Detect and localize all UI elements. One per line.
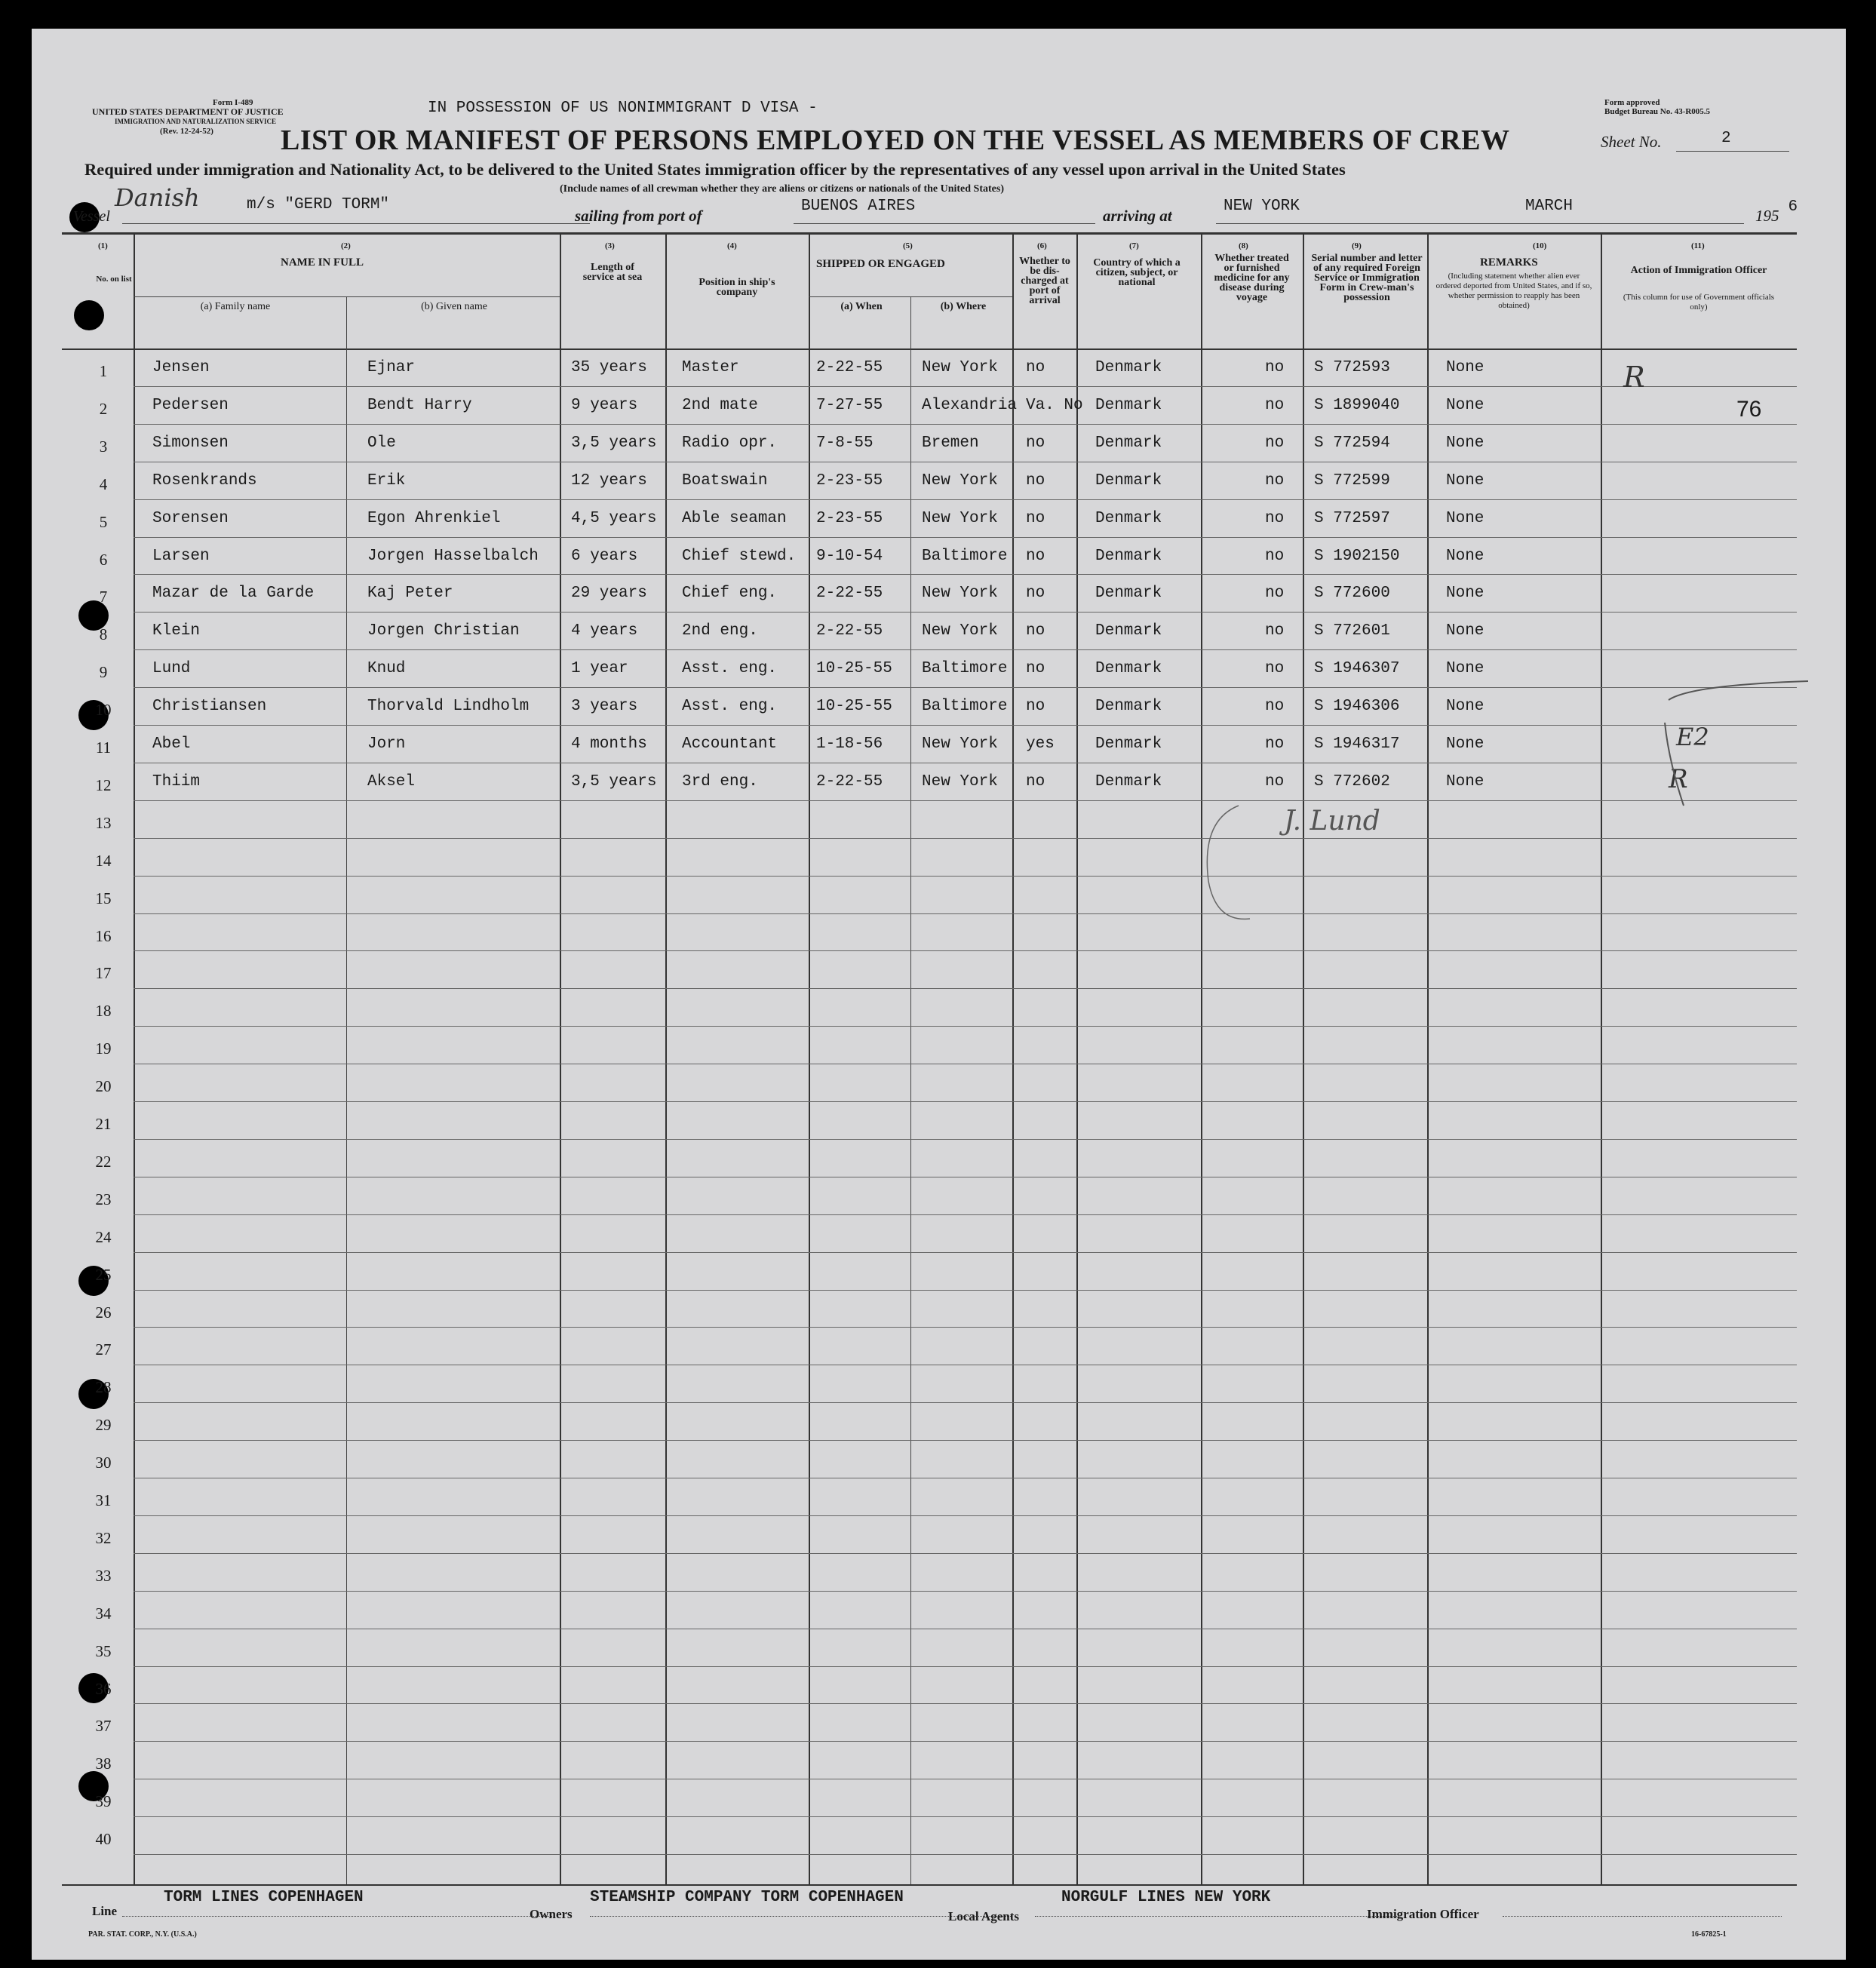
row-rule: [134, 1214, 1797, 1215]
officer-curve-marks: [1661, 677, 1812, 813]
row-rule: [134, 1854, 1797, 1855]
crew-discharged: no: [1026, 698, 1045, 716]
row-rule: [134, 1440, 1797, 1441]
col6-num: (6): [1037, 241, 1047, 250]
row-rule: [134, 1553, 1797, 1554]
crew-remarks: None: [1446, 622, 1485, 640]
crew-treated: no: [1265, 396, 1285, 414]
sheet-number: 2: [1721, 130, 1731, 147]
subtitle: Required under immigration and Nationality Act, to be delivered to the United States immigration officer by the representatives of any vessel upon arrival in the United States: [84, 160, 1346, 179]
row-number: 1: [99, 362, 108, 380]
row-rule: [134, 1591, 1797, 1592]
crew-given: Bendt Harry: [367, 396, 472, 414]
col4-header: Position in ship's company: [699, 277, 775, 298]
row-number: 19: [95, 1039, 112, 1058]
crew-service: 9 years: [571, 396, 638, 414]
crew-position: Able seaman: [682, 509, 787, 527]
crew-family: Sorensen: [152, 509, 229, 527]
crew-service: 4,5 years: [571, 509, 657, 527]
row-rule: [134, 988, 1797, 989]
crew-service: 4 months: [571, 735, 647, 753]
crew-service: 35 years: [571, 359, 647, 376]
row-number: 6: [99, 550, 108, 569]
footer-owners-label: Owners: [530, 1907, 573, 1921]
crew-serial: S 772594: [1314, 434, 1390, 452]
form-id: Form I-489: [213, 98, 253, 107]
crew-where: Baltimore: [922, 660, 1008, 678]
arrival-month: MARCH: [1525, 198, 1574, 215]
row-rule: [134, 499, 1797, 500]
signature: J. Lund: [1284, 806, 1380, 837]
crew-family: Christiansen: [152, 698, 267, 716]
row-rule: [134, 1290, 1797, 1291]
crew-discharged: no: [1026, 622, 1045, 640]
crew-where: Baltimore: [922, 547, 1008, 565]
sheet-label: Sheet No.: [1601, 133, 1662, 151]
row-rule: [134, 612, 1797, 613]
crew-remarks: None: [1446, 698, 1485, 716]
crew-position: 2nd mate: [682, 396, 758, 414]
crew-discharged: no: [1026, 359, 1045, 376]
row-number: 7: [99, 588, 108, 606]
crew-when: 9-10-54: [816, 547, 883, 565]
row-number: 12: [95, 775, 112, 794]
row-rule: [134, 1402, 1797, 1403]
crew-treated: no: [1265, 359, 1285, 376]
crew-when: 2-22-55: [816, 359, 883, 376]
crew-given: Ejnar: [367, 359, 416, 376]
crew-when: 1-18-56: [816, 735, 883, 753]
row-number: 21: [95, 1115, 112, 1133]
col3-header: Length of service at sea: [582, 262, 643, 283]
row-rule: [134, 725, 1797, 726]
crew-when: 2-22-55: [816, 772, 883, 791]
col2a-header: (a) Family name: [200, 301, 271, 312]
col11-note: (This column for use of Government officials only): [1623, 293, 1775, 312]
crew-serial: S 1946317: [1314, 735, 1400, 753]
crew-when: 2-23-55: [816, 509, 883, 527]
crew-discharged: yes: [1026, 735, 1055, 753]
row-number: 32: [95, 1528, 112, 1547]
punch-hole: [74, 300, 104, 330]
crew-discharged: no: [1026, 547, 1045, 565]
row-number: 37: [95, 1717, 112, 1736]
crew-country: Denmark: [1095, 547, 1162, 565]
row-number: 25: [95, 1265, 112, 1284]
crew-serial: S 772600: [1314, 585, 1390, 603]
col7-header: Country of which a citizen, subject, or national: [1093, 257, 1181, 288]
row-rule: [134, 1741, 1797, 1742]
col11-header: Action of Immigration Officer: [1630, 265, 1767, 276]
crew-service: 1 year: [571, 660, 628, 678]
crew-position: Accountant: [682, 735, 778, 753]
crew-given: Jorgen Hasselbalch: [367, 547, 539, 565]
crew-treated: no: [1265, 547, 1285, 565]
row-number: 26: [95, 1303, 112, 1322]
dept-line: UNITED STATES DEPARTMENT OF JUSTICE: [92, 106, 284, 117]
printer-mark: PAR. STAT. CORP., N.Y. (U.S.A.): [88, 1930, 197, 1939]
officer-mark: R: [1623, 361, 1645, 394]
vessel-nationality: Danish: [115, 183, 200, 212]
crew-discharged: no: [1026, 471, 1045, 490]
crew-discharged: no: [1026, 434, 1045, 452]
crew-service: 29 years: [571, 585, 647, 603]
crew-where: New York: [922, 509, 998, 527]
row-number: 11: [95, 738, 112, 757]
form-code: 16-67825-1: [1691, 1930, 1727, 1939]
row-rule: [134, 649, 1797, 650]
crew-country: Denmark: [1095, 471, 1162, 490]
crew-serial: S 1946307: [1314, 660, 1400, 678]
col10-note: (Including statement whether alien ever ordered deported from United States, and if so, whether permission to reapply has been obtained): [1435, 272, 1592, 310]
row-number: 15: [95, 889, 112, 907]
row-rule: [134, 1327, 1797, 1328]
crew-treated: no: [1265, 585, 1285, 603]
crew-where: New York: [922, 471, 998, 490]
col5-header: SHIPPED OR ENGAGED: [816, 258, 945, 270]
crew-family: Mazar de la Garde: [152, 585, 315, 603]
row-number: 36: [95, 1679, 112, 1698]
crew-country: Denmark: [1095, 434, 1162, 452]
row-rule: [134, 1139, 1797, 1140]
row-rule: [134, 950, 1797, 951]
crew-discharged: no: [1026, 660, 1045, 678]
crew-treated: no: [1265, 698, 1285, 716]
crew-discharged: Va. No: [1026, 396, 1083, 414]
row-rule: [134, 876, 1797, 877]
arriving-label: arriving at: [1103, 207, 1172, 225]
row-rule: [134, 386, 1797, 387]
crew-remarks: None: [1446, 471, 1485, 490]
officer-mark: E2: [1676, 723, 1709, 751]
crew-serial: S 1899040: [1314, 396, 1400, 414]
crew-country: Denmark: [1095, 772, 1162, 791]
page-title: LIST OR MANIFEST OF PERSONS EMPLOYED ON THE VESSEL AS MEMBERS OF CREW: [281, 124, 1510, 156]
col5-num: (5): [903, 241, 913, 250]
col4-num: (4): [727, 241, 737, 250]
crew-remarks: None: [1446, 772, 1485, 791]
crew-family: Lund: [152, 660, 191, 678]
crew-where: Baltimore: [922, 698, 1008, 716]
crew-remarks: None: [1446, 509, 1485, 527]
crew-country: Denmark: [1095, 622, 1162, 640]
row-rule: [134, 1703, 1797, 1704]
col11-num: (11): [1691, 241, 1705, 250]
include-note: (Include names of all crewman whether they are aliens or citizens or nationals of the United States): [560, 183, 1004, 195]
crew-country: Denmark: [1095, 396, 1162, 414]
crew-where: Bremen: [922, 434, 979, 452]
footer-owners-value: STEAMSHIP COMPANY TORM COPENHAGEN: [590, 1889, 904, 1906]
crew-treated: no: [1265, 660, 1285, 678]
row-rule: [134, 574, 1797, 575]
row-rule: [134, 1026, 1797, 1027]
row-number: 34: [95, 1604, 112, 1623]
count-annotation: 76: [1736, 397, 1762, 422]
crew-when: 10-25-55: [816, 660, 892, 678]
row-rule: [134, 687, 1797, 688]
crew-family: Abel: [152, 735, 191, 753]
crew-remarks: None: [1446, 585, 1485, 603]
row-rule: [134, 838, 1797, 839]
crew-service: 3,5 years: [571, 434, 657, 452]
crew-where: New York: [922, 772, 998, 791]
crew-where: Alexandria: [922, 396, 1018, 414]
row-number: 16: [95, 926, 112, 945]
crew-country: Denmark: [1095, 509, 1162, 527]
row-rule: [134, 1101, 1797, 1102]
crew-serial: S 1902150: [1314, 547, 1400, 565]
crew-given: Kaj Peter: [367, 585, 453, 603]
crew-position: Asst. eng.: [682, 660, 778, 678]
footer-agents-label: Local Agents: [948, 1909, 1019, 1923]
year-prefix: 195: [1755, 207, 1779, 225]
col3-num: (3): [605, 241, 615, 250]
col1-header: No. on list: [96, 275, 132, 284]
col5b-header: (b) Where: [940, 301, 987, 312]
row-rule: [134, 1816, 1797, 1817]
sailing-label: sailing from port of: [575, 207, 702, 225]
crew-where: New York: [922, 735, 998, 753]
year-suffix: 6: [1788, 198, 1798, 216]
row-number: 13: [95, 813, 112, 832]
crew-country: Denmark: [1095, 359, 1162, 376]
row-number: 8: [99, 625, 108, 644]
crew-remarks: None: [1446, 547, 1485, 565]
row-number: 20: [95, 1077, 112, 1096]
crew-given: Thorvald Lindholm: [367, 698, 530, 716]
row-number: 38: [95, 1755, 112, 1773]
crew-family: Thiim: [152, 772, 201, 791]
crew-treated: no: [1265, 509, 1285, 527]
col2-header: NAME IN FULL: [281, 256, 364, 269]
crew-given: Egon Ahrenkiel: [367, 509, 501, 527]
row-number: 18: [95, 1002, 112, 1021]
crew-country: Denmark: [1095, 585, 1162, 603]
row-number: 5: [99, 512, 108, 531]
crew-when: 10-25-55: [816, 698, 892, 716]
crew-treated: no: [1265, 735, 1285, 753]
crew-serial: S 1946306: [1314, 698, 1400, 716]
col7-num: (7): [1129, 241, 1139, 250]
crew-family: Simonsen: [152, 434, 229, 452]
col10-header: REMARKS: [1480, 256, 1538, 269]
row-number: 3: [99, 437, 108, 456]
arrival-year: [1755, 198, 1798, 226]
col8-header: Whether treated or furnished medicine for any disease during voyage: [1214, 253, 1290, 303]
crew-serial: S 772597: [1314, 509, 1390, 527]
row-number: 10: [95, 701, 112, 720]
row-number: 23: [95, 1190, 112, 1208]
row-number: 35: [95, 1641, 112, 1660]
crew-position: 3rd eng.: [682, 772, 758, 791]
crew-position: Chief eng.: [682, 585, 778, 603]
crew-given: Knud: [367, 660, 406, 678]
row-number: 9: [99, 663, 108, 682]
row-rule: [134, 537, 1797, 538]
crew-remarks: None: [1446, 434, 1485, 452]
crew-position: 2nd eng.: [682, 622, 758, 640]
vessel-label: Vessel: [73, 208, 110, 225]
crew-position: Asst. eng.: [682, 698, 778, 716]
crew-position: Chief stewd.: [682, 547, 797, 565]
col2-num: (2): [341, 241, 351, 250]
dept-line: IMMIGRATION AND NATURALIZATION SERVICE: [115, 118, 276, 125]
crew-discharged: no: [1026, 772, 1045, 791]
crew-given: Erik: [367, 471, 406, 490]
port-from: BUENOS AIRES: [801, 198, 916, 215]
row-rule: [134, 1515, 1797, 1516]
col2b-header: (b) Given name: [421, 301, 487, 312]
row-rule: [134, 800, 1797, 801]
form-rev: (Rev. 12-24-52): [160, 127, 213, 136]
officer-mark: R: [1669, 764, 1688, 794]
crew-treated: no: [1265, 434, 1285, 452]
crew-where: New York: [922, 585, 998, 603]
port-to: NEW YORK: [1224, 198, 1300, 215]
crew-when: 2-22-55: [816, 622, 883, 640]
crew-treated: no: [1265, 622, 1285, 640]
col8-num: (8): [1239, 241, 1248, 250]
crew-discharged: no: [1026, 509, 1045, 527]
col5a-header: (a) When: [840, 301, 883, 312]
crew-family: Jensen: [152, 359, 210, 376]
row-number: 14: [95, 851, 112, 870]
row-number: 33: [95, 1566, 112, 1585]
crew-country: Denmark: [1095, 660, 1162, 678]
row-rule: [134, 1252, 1797, 1253]
col9-num: (9): [1352, 241, 1362, 250]
crew-family: Rosenkrands: [152, 471, 257, 490]
row-number: 29: [95, 1416, 112, 1435]
crew-service: 6 years: [571, 547, 638, 565]
crew-family: Larsen: [152, 547, 210, 565]
crew-serial: S 772602: [1314, 772, 1390, 791]
crew-given: Jorn: [367, 735, 406, 753]
col1-num: (1): [98, 241, 108, 250]
crew-service: 3,5 years: [571, 772, 657, 791]
row-number: 22: [95, 1152, 112, 1171]
footer-agents-value: NORGULF LINES NEW YORK: [1061, 1889, 1271, 1906]
crew-treated: no: [1265, 772, 1285, 791]
row-rule: [134, 424, 1797, 425]
crew-service: 4 years: [571, 622, 638, 640]
footer-officer-label: Immigration Officer: [1367, 1907, 1479, 1921]
row-rule: [134, 1666, 1797, 1667]
crew-where: New York: [922, 622, 998, 640]
col9-header: Serial number and letter of any required Foreign Service or Immigration Form in Crew-man's possession: [1311, 253, 1423, 303]
visa-note: IN POSSESSION OF US NONIMMIGRANT D VISA -: [428, 100, 818, 117]
footer-line-label: Line: [92, 1904, 118, 1918]
footer-line-value: TORM LINES COPENHAGEN: [164, 1889, 364, 1906]
crew-country: Denmark: [1095, 698, 1162, 716]
crew-remarks: None: [1446, 660, 1485, 678]
row-rule: [134, 913, 1797, 914]
crew-country: Denmark: [1095, 735, 1162, 753]
row-number: 17: [95, 964, 112, 983]
row-number: 27: [95, 1340, 112, 1359]
crew-remarks: None: [1446, 359, 1485, 376]
crew-family: Pedersen: [152, 396, 229, 414]
crew-serial: S 772593: [1314, 359, 1390, 376]
crew-serial: S 772599: [1314, 471, 1390, 490]
approved-line: Form approved: [1604, 98, 1660, 107]
crew-remarks: None: [1446, 735, 1485, 753]
crew-treated: no: [1265, 471, 1285, 490]
col6-header: Whether to be dis-charged at port of arrival: [1019, 256, 1070, 306]
crew-given: Aksel: [367, 772, 416, 791]
crew-position: Boatswain: [682, 471, 768, 490]
crew-when: 2-22-55: [816, 585, 883, 603]
row-number: 4: [99, 474, 108, 493]
crew-when: 7-27-55: [816, 396, 883, 414]
crew-family: Klein: [152, 622, 201, 640]
crew-serial: S 772601: [1314, 622, 1390, 640]
crew-position: Master: [682, 359, 739, 376]
crew-service: 12 years: [571, 471, 647, 490]
crew-position: Radio opr.: [682, 434, 778, 452]
row-number: 2: [99, 399, 108, 418]
row-number: 31: [95, 1491, 112, 1509]
row-number: 30: [95, 1454, 112, 1472]
row-number: 40: [95, 1830, 112, 1849]
crew-given: Jorgen Christian: [367, 622, 520, 640]
crew-where: New York: [922, 359, 998, 376]
crew-when: 7-8-55: [816, 434, 874, 452]
approved-line: Budget Bureau No. 43-R005.5: [1604, 107, 1711, 116]
row-number: 24: [95, 1227, 112, 1246]
row-number: 39: [95, 1792, 112, 1811]
row-number: 28: [95, 1378, 112, 1397]
manifest-page: [32, 29, 1846, 1960]
crew-when: 2-23-55: [816, 471, 883, 490]
crew-given: Ole: [367, 434, 396, 452]
crew-service: 3 years: [571, 698, 638, 716]
vessel-name: m/s "GERD TORM": [247, 196, 390, 213]
col10-num: (10): [1533, 241, 1547, 250]
crew-discharged: no: [1026, 585, 1045, 603]
crew-remarks: None: [1446, 396, 1485, 414]
